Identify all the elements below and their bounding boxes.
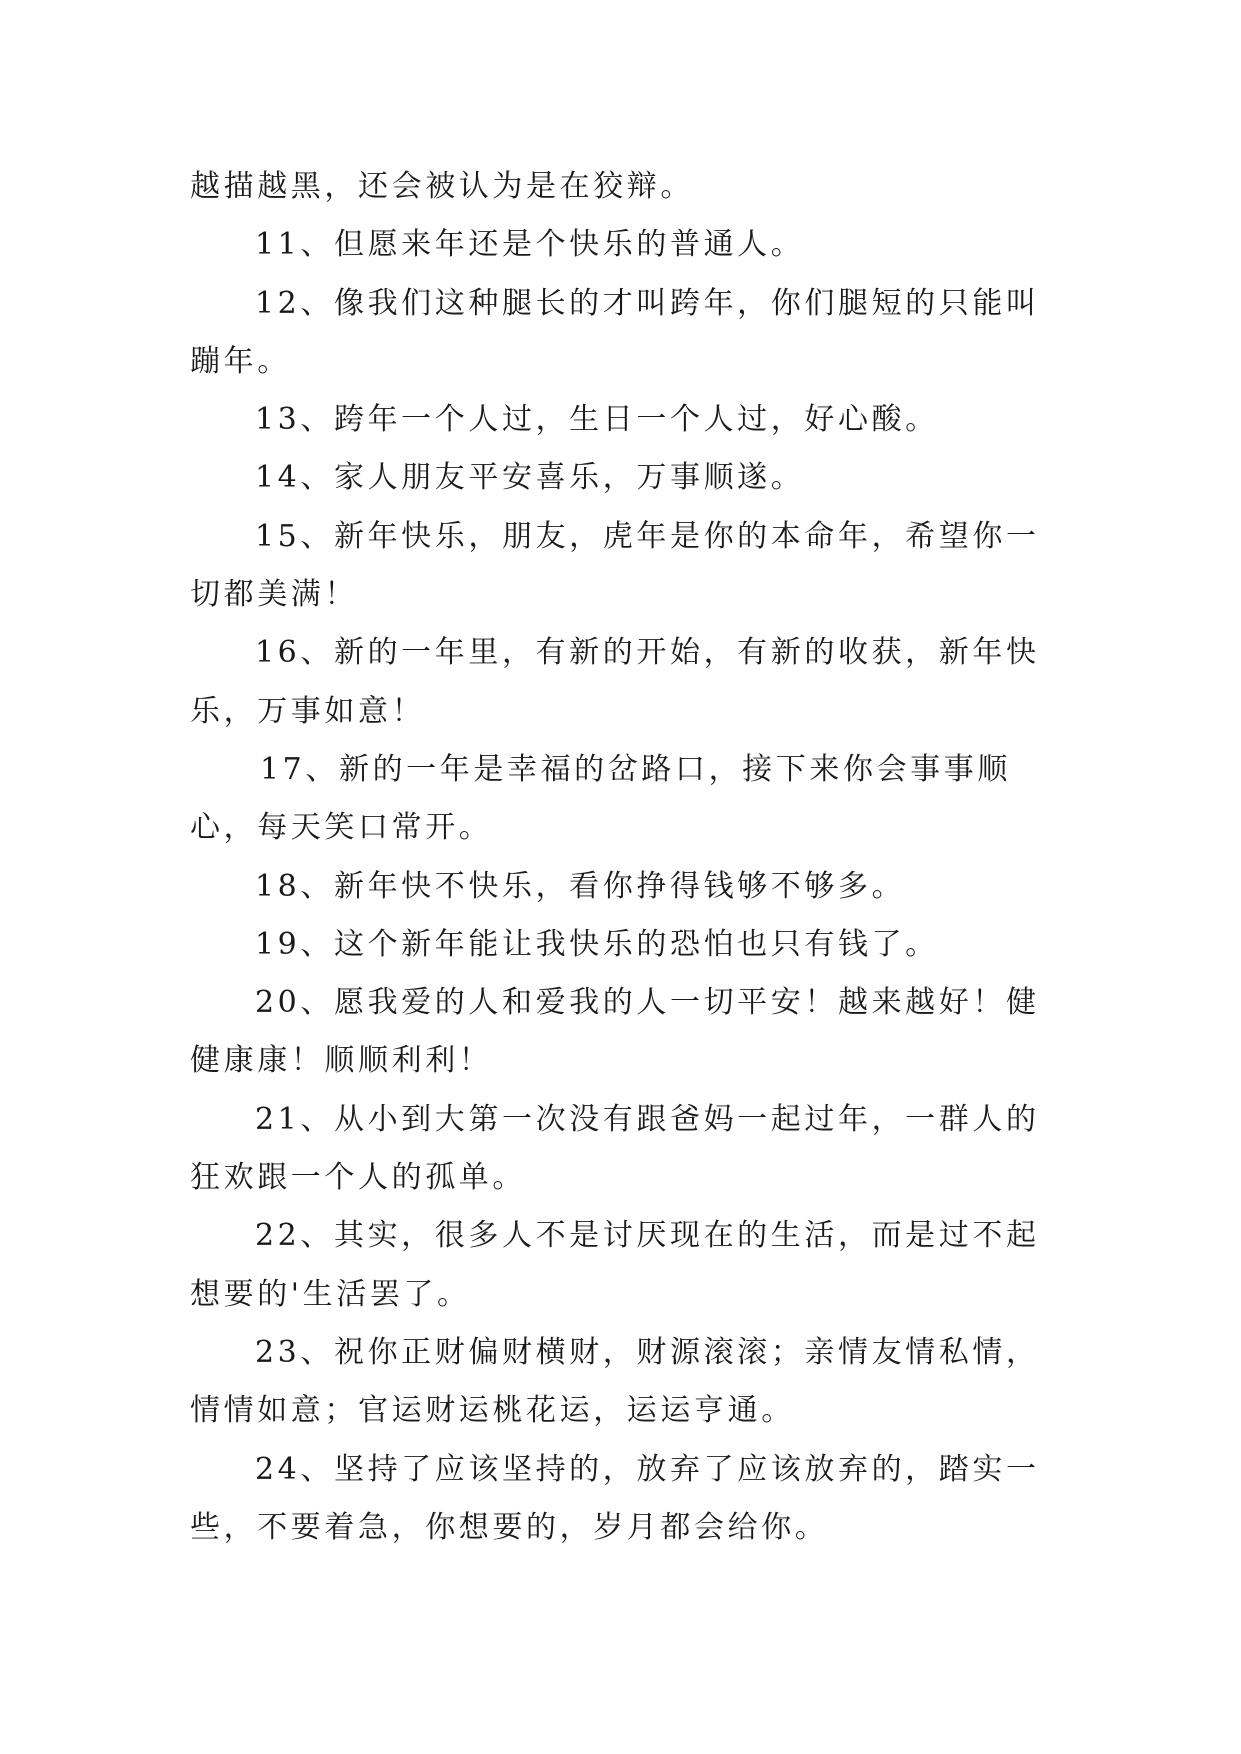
paragraph-18: 18、新年快不快乐，看你挣得钱够不够多。 — [255, 868, 906, 904]
paragraph-14: 14、家人朋友平安喜乐，万事顺遂。 — [255, 460, 805, 496]
paragraph-23: 23、祝你正财偏财横财，财源滚滚；亲情友情私情，情情如意；官运财运桃花运，运运亨通。 — [190, 1334, 1040, 1429]
paragraph-20: 20、愿我爱的人和爱我的人一切平安！越来越好！健健康康！顺顺利利！ — [190, 985, 1040, 1079]
paragraph-19: 19、这个新年能让我快乐的恐怕也只有钱了。 — [255, 926, 939, 962]
document-body — [190, 158, 1060, 1557]
paragraph-21: 21、从小到大第一次没有跟爸妈一起过年，一群人的狂欢跟一个人的孤单。 — [190, 1101, 1040, 1196]
paragraph-16: 16、新的一年里，有新的开始，有新的收获，新年快乐，万事如意！ — [190, 635, 1040, 729]
paragraph-11: 11、但愿来年还是个快乐的普通人。 — [255, 227, 805, 263]
paragraph-24: 24、坚持了应该坚持的，放弃了应该放弃的，踏实一些，不要着急，你想要的，岁月都会给你。 — [190, 1451, 1040, 1545]
paragraph-22: 22、其实，很多人不是讨厌现在的生活，而是过不起想要的'生活罢了。 — [190, 1218, 1040, 1312]
paragraph-continued: 越描越黑，还会被认为是在狡辩。 — [190, 169, 694, 204]
paragraph-12: 12、像我们这种腿长的才叫跨年，你们腿短的只能叫蹦年。 — [190, 285, 1040, 379]
paragraph-15: 15、新年快乐，朋友，虎年是你的本命年，希望你一切都美满！ — [190, 518, 1040, 613]
paragraph-17: 17、新的一年是幸福的岔路口，接下来你会事事顺心，每天笑口常开。 — [190, 751, 1011, 846]
paragraph-13: 13、跨年一个人过，生日一个人过，好心酸。 — [255, 402, 939, 438]
